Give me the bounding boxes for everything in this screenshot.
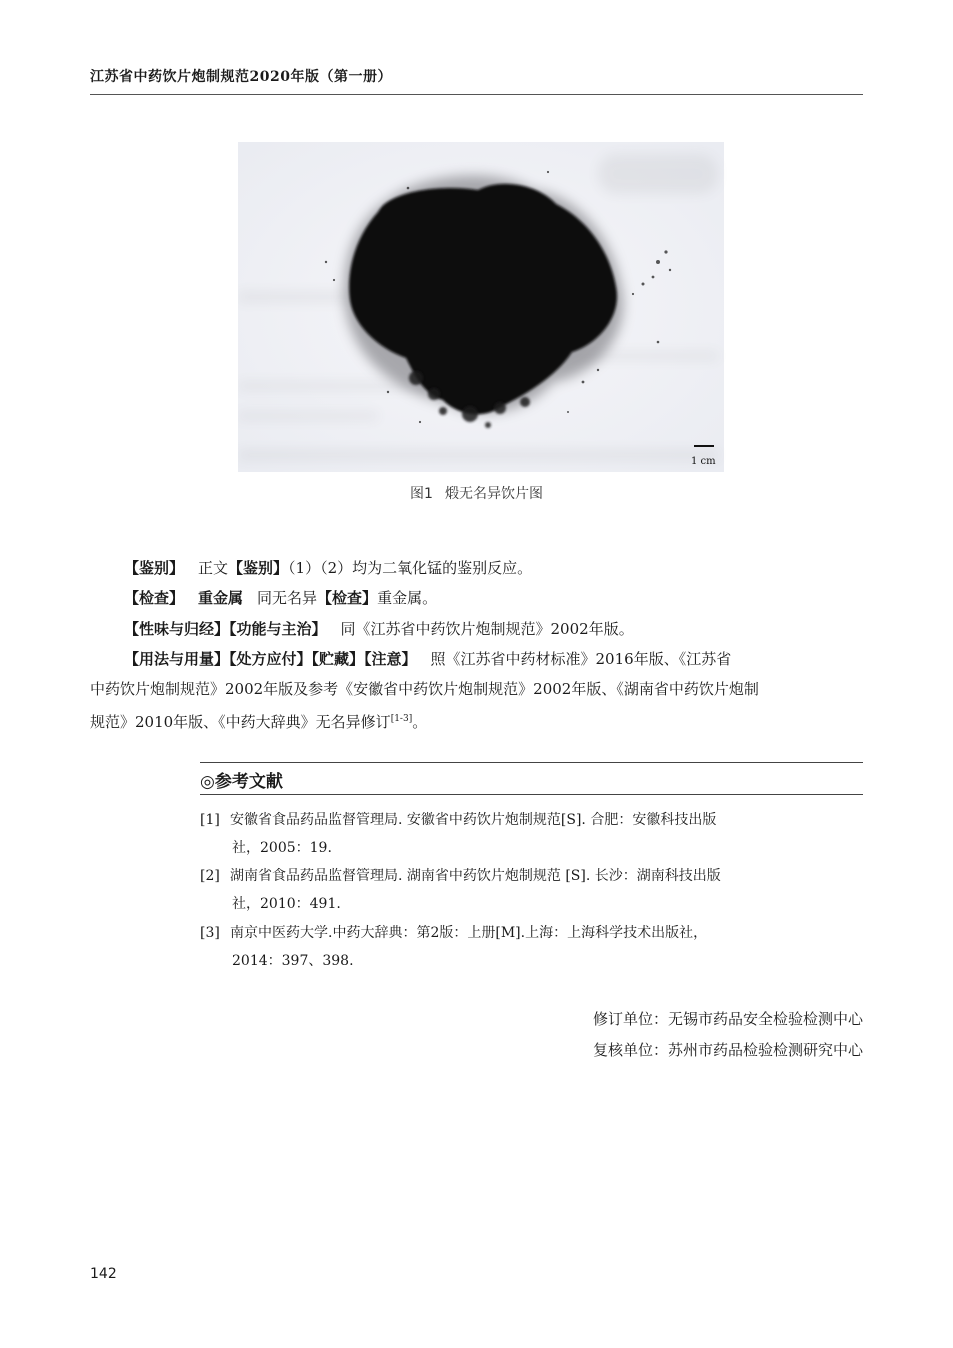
revising-unit: 修订单位：无锡市药品安全检验检测中心 bbox=[592, 1010, 863, 1028]
section-text: 规范》2010年版、《中药大辞典》无名异修订 bbox=[90, 713, 391, 731]
section-text: 同无名异 bbox=[257, 589, 318, 607]
section-text: 照《江苏省中药材标准》2016年版、《江苏省 bbox=[430, 650, 732, 668]
reference-text: 社，2005：19. bbox=[232, 840, 332, 856]
section-tag: 【检查】 bbox=[124, 589, 185, 607]
reference-text: 2014：397、398. bbox=[232, 953, 354, 969]
specimen-photo bbox=[238, 112, 790, 497]
references-rule-bottom bbox=[200, 794, 863, 795]
check-item: 重金属 bbox=[198, 589, 244, 607]
running-header-title: 江苏省中药饮片炮制规范2020年版（第一册） bbox=[90, 69, 392, 85]
section-tag: 【检查】 bbox=[317, 589, 378, 607]
reference-number: [1] bbox=[200, 812, 220, 828]
figure-title: 煅无名异饮片图 bbox=[444, 486, 543, 502]
reference-item bbox=[200, 806, 863, 862]
reference-number: [3] bbox=[200, 925, 220, 941]
section-yongfa bbox=[90, 644, 863, 737]
reference-text: 湖南省食品药品监督管理局. 湖南省中药饮片炮制规范 [S]. 长沙：湖南科技出版 bbox=[230, 868, 721, 884]
header-divider bbox=[90, 94, 863, 95]
reference-item bbox=[200, 862, 863, 918]
scale-label: 1 cm bbox=[691, 456, 716, 467]
reviewing-unit: 复核单位：苏州市药品检验检测研究中心 bbox=[592, 1041, 863, 1059]
references-rule-top bbox=[200, 762, 863, 763]
section-text: 。 bbox=[412, 713, 428, 731]
section-tag: 【鉴别】 bbox=[228, 559, 289, 577]
section-text: 中药饮片炮制规范》2002年版及参考《安徽省中药饮片炮制规范》2002年版、《湖南省中药饮片炮制 bbox=[90, 680, 759, 698]
references-heading: ◎参考文献 bbox=[200, 772, 283, 792]
section-xingwei bbox=[90, 614, 863, 644]
section-tag: 【鉴别】 bbox=[124, 559, 185, 577]
section-text: 同《江苏省中药饮片炮制规范》2002年版。 bbox=[340, 620, 634, 638]
section-text: 重金属。 bbox=[377, 589, 438, 607]
section-text: 正文 bbox=[198, 559, 229, 577]
reference-text: 南京中医药大学.中药大辞典：第2版：上册[M].上海：上海科学技术出版社， bbox=[230, 925, 708, 941]
page-number: 142 bbox=[90, 1266, 117, 1282]
section-jianbie bbox=[90, 553, 863, 583]
section-text: （1）（2）均为二氧化锰的鉴别反应。 bbox=[288, 559, 533, 577]
reference-text: 安徽省食品药品监督管理局. 安徽省中药饮片炮制规范[S]. 合肥：安徽科技出版 bbox=[230, 812, 717, 828]
section-tag: 【性味与归经】【功能与主治】 bbox=[124, 620, 327, 638]
citation-sup: [1-3] bbox=[390, 714, 413, 724]
reference-number: [2] bbox=[200, 868, 220, 884]
section-tag: 【用法与用量】【处方应付】【贮藏】【注意】 bbox=[124, 650, 417, 668]
figure-number: 图1 bbox=[410, 486, 433, 502]
reference-text: 社，2010：491. bbox=[232, 896, 341, 912]
section-jiancha bbox=[90, 583, 863, 613]
reference-item bbox=[200, 919, 863, 975]
figure-caption bbox=[0, 483, 953, 503]
